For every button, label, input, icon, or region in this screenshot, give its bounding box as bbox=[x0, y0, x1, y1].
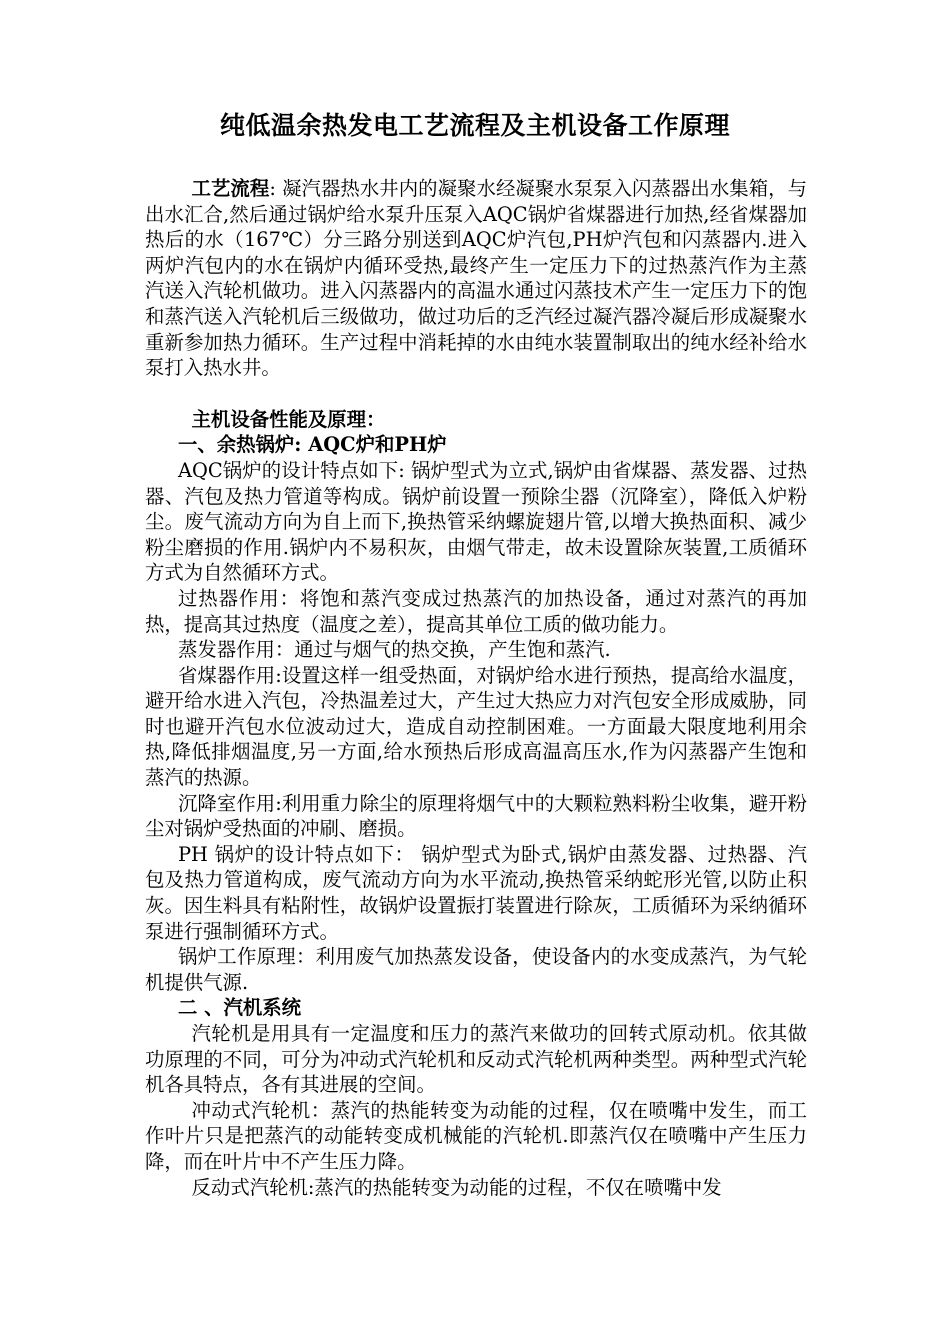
section1-paragraph-settling: 沉降室作用:利用重力除尘的原理将烟气中的大颗粒熟料粉尘收集，避开粉尘对锅炉受热面的冲刷、磨损。 bbox=[145, 791, 807, 841]
spacer bbox=[145, 381, 807, 407]
process-text: : 凝汽器热水井内的凝聚水经凝聚水泵泵入闪蒸器出水集箱，与出水汇合,然后通过锅炉给水泵升压泵入AQC锅炉省煤器进行加热,经省煤器加热后的水（167℃）分三路分别送到AQC炉汽包,PH炉汽包和闪蒸器内.进入两炉汽包内的水在锅炉内循环受热,最终产生一定压力下的过热蒸汽作为主蒸汽送入汽轮机做功。进入闪蒸器内的高温水通过闪蒸技术产生一定压力下的饱和蒸汽送入汽轮机后三级做功，做过功后的乏汽经过凝汽器冷凝后形成凝聚水重新参加热力循环。生产过程中消耗掉的水由纯水装置制取出的纯水经补给水泵打入热水井。 bbox=[145, 177, 807, 380]
section1-heading: 一、余热锅炉: AQC炉和PH炉 bbox=[177, 433, 447, 457]
document-body bbox=[145, 110, 807, 1200]
page-title: 纯低温余热发电工艺流程及主机设备工作原理 bbox=[219, 111, 730, 140]
process-label: 工艺流程 bbox=[191, 177, 270, 200]
main-heading: 主机设备性能及原理： bbox=[191, 407, 386, 431]
section1-paragraph-principle: 锅炉工作原理：利用废气加热蒸发设备，使设备内的水变成蒸汽，为气轮机提供气源. bbox=[145, 945, 807, 994]
section2-heading: 二 、汽机系统 bbox=[177, 996, 302, 1020]
section1-paragraph-aqc: AQC锅炉的设计特点如下: 锅炉型式为立式,锅炉由省煤器、蒸发器、过热器、汽包及热力管道等构成。锅炉前设置一预除尘器（沉降室），降低入炉粉尘。废气流动方向为自上而下,换热管采纳螺旋翅片管,以增大换热面积、减少粉尘磨损的作用.锅炉内不易积灰，由烟气带走，故未设置除灰装置,工质循环方式为自然循环方式。 bbox=[145, 458, 807, 585]
section1-paragraph-evaporator: 蒸发器作用：通过与烟气的热交换，产生饱和蒸汽. bbox=[177, 638, 611, 662]
section1-paragraph-economizer: 省煤器作用:设置这样一组受热面，对锅炉给水进行预热，提高给水温度，避开给水进入汽包，冷热温差过大，产生过大热应力对汽包安全形成威胁，同时也避开汽包水位波动过大，造成自动控制困难。一方面最大限度地利用余热,降低排烟温度,另一方面,给水预热后形成高温高压水,作为闪蒸器产生饱和蒸汽的热源。 bbox=[145, 663, 807, 790]
section2-paragraph-reaction: 反动式汽轮机:蒸汽的热能转变为动能的过程，不仅在喷嘴中发 bbox=[191, 1175, 722, 1199]
section1-paragraph-ph: PH 锅炉的设计特点如下： 锅炉型式为卧式,锅炉由蒸发器、过热器、汽包及热力管道构成，废气流动方向为水平流动,换热管采纳蛇形光管,以防止积灰。因生料具有粘附性，故锅炉设置振打装置进行除灰，工质循环为采纳循环泵进行强制循环方式。 bbox=[145, 842, 807, 943]
section1-paragraph-superheater: 过热器作用：将饱和蒸汽变成过热蒸汽的加热设备，通过对蒸汽的再加热，提高其过热度（温度之差），提高其单位工质的做功能力。 bbox=[145, 586, 807, 636]
section2-paragraph-impulse: 冲动式汽轮机：蒸汽的热能转变为动能的过程，仅在喷嘴中发生，而工作叶片只是把蒸汽的动能转变成机械能的汽轮机.即蒸汽仅在喷嘴中产生压力降，而在叶片中不产生压力降。 bbox=[145, 1098, 807, 1173]
section2-paragraph-turbine: 汽轮机是用具有一定温度和压力的蒸汽来做功的回转式原动机。依其做功原理的不同，可分为冲动式汽轮机和反动式汽轮机两种类型。两种型式汽轮机各具特点，各有其进展的空间。 bbox=[145, 1022, 807, 1097]
process-paragraph bbox=[145, 176, 807, 381]
